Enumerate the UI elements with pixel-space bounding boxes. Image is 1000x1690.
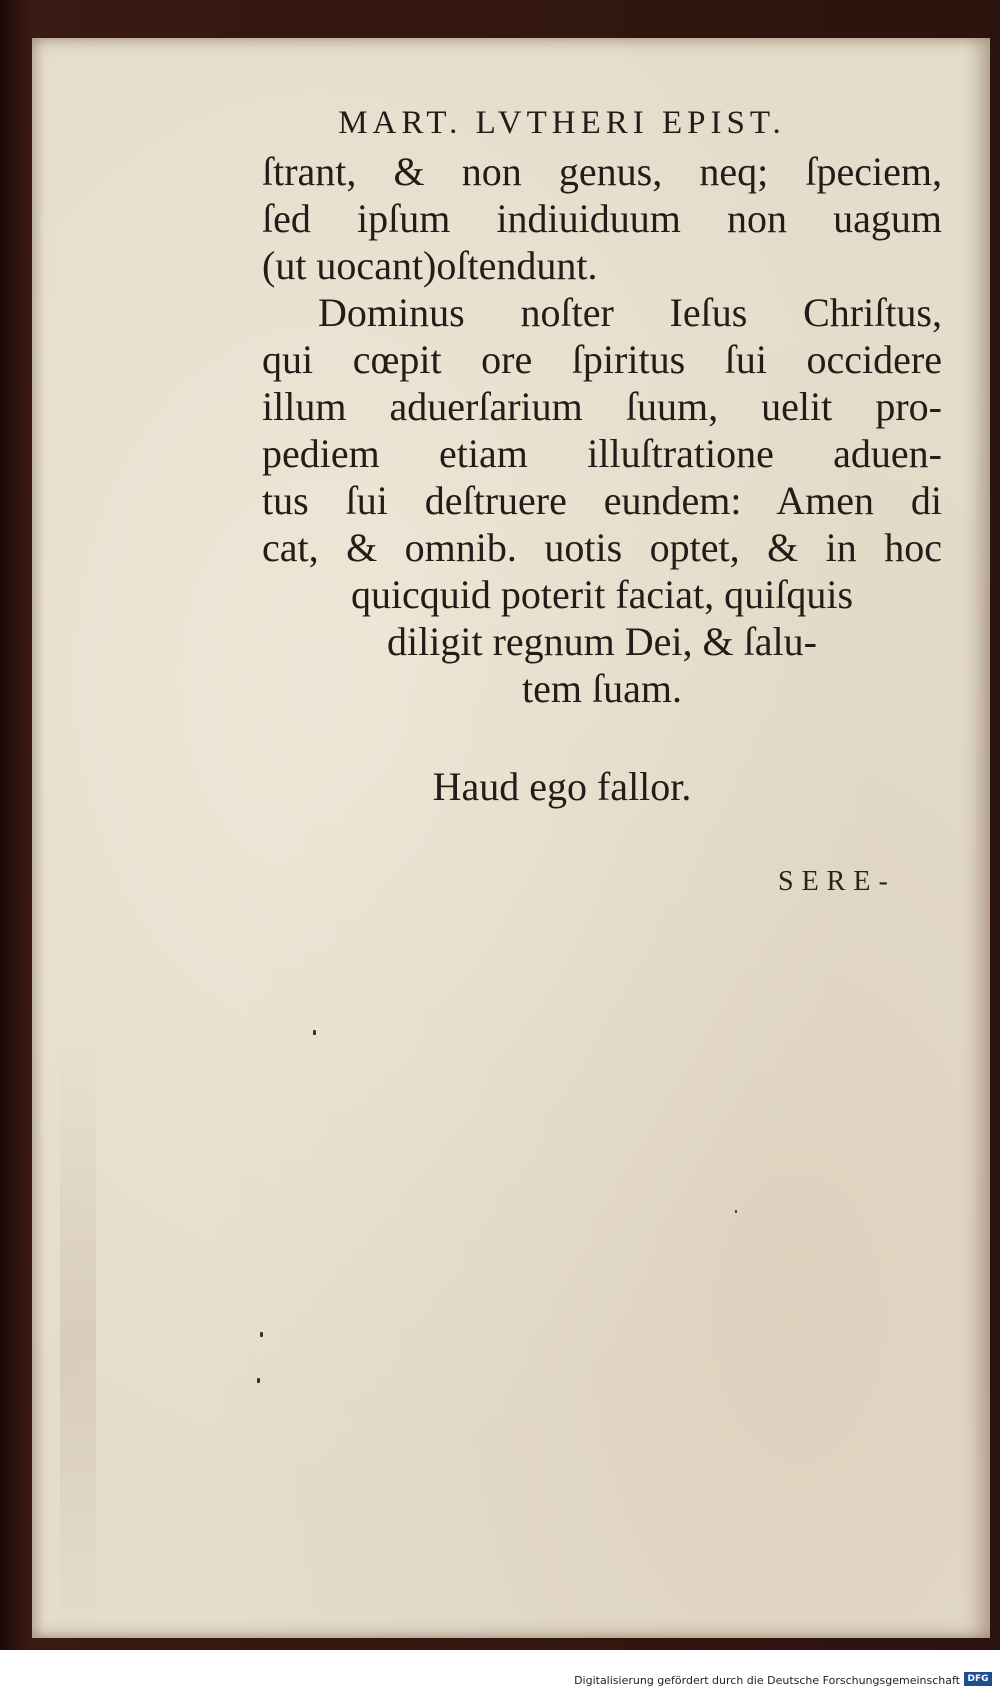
bleed-through-shadow — [60, 1038, 96, 1638]
catchword: SERE- — [778, 866, 896, 897]
text-line-6: illum aduerſarium ſuum, uelit pro- — [262, 384, 942, 429]
text-line-9: cat, & omnib. uotis optet, & in hoc — [262, 525, 942, 570]
text-line-4: Dominus noſter Ieſus Chriſtus, — [318, 290, 942, 335]
text-line-7: pediem etiam illuſtratione aduen- — [262, 431, 942, 476]
digitization-credit: Digitalisierung gefördert durch die Deutsche Forschungsgemeinschaft — [574, 1674, 960, 1687]
text-line-10: quicquid poterit faciat, quiſquis — [350, 572, 854, 617]
text-line-12: tem ſuam. — [522, 666, 682, 711]
text-line-5: qui cœpit ore ſpiritus ſui occidere — [262, 337, 942, 382]
page-text-block — [262, 98, 942, 812]
text-line-3: (ut uocant)oſtendunt. — [262, 243, 598, 288]
text-line-11: diligit regnum Dei, & ſalu- — [387, 619, 817, 664]
spacer — [262, 712, 942, 762]
text-line-8: tus ſui deſtruere eundem: Amen di — [262, 478, 942, 523]
dfg-logo: DFG — [964, 1672, 992, 1686]
closing-line: Haud ego fallor. — [432, 764, 692, 809]
text-line-1: ſtrant, & non genus, neq; ſpeciem, — [262, 149, 942, 194]
text-line-2: ſed ipſum indiuiduum non uagum — [262, 196, 942, 241]
running-head: MART. LVTHERI EPIST. — [338, 105, 786, 141]
